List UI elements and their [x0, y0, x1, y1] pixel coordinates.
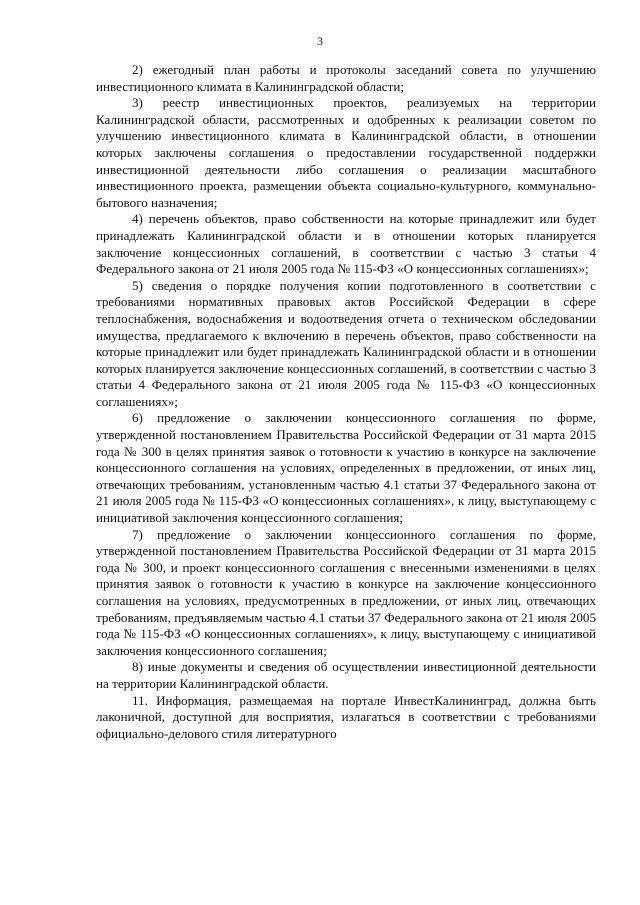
- list-item-8: 8) иные документы и сведения об осуществлении инвестиционной деятельности на территории Калининградской области.: [96, 659, 596, 691]
- list-item-4: 4) перечень объектов, право собственности на которые принадлежит или будет принадлежать Калининградской области и в отношении которых планируется заключение концессионных соглашений, в соответствии с частью 3 статьи 4 Федерального закона от 21 июля 2005 года № 115-ФЗ «О концессионных соглашениях»;: [96, 211, 596, 277]
- list-item-6: 6) предложение о заключении концессионного соглашения по форме, утвержденной постановлением Правительства Российской Федерации от 31 марта 2015 года № 300 в целях принятия заявок о готовности к участию в конкурсе на заключение концессионного соглашения на условиях, определенных в предложении, от иных лиц, отвечающих требованиям, установленным частью 4.1 статьи 37 Федерального закона от 21 июля 2005 года № 115-ФЗ «О концессионных соглашениях», к лицу, выступающему с инициативой заключения концессионного соглашения;: [96, 410, 596, 526]
- page-number: 3: [317, 34, 323, 48]
- list-item-2: 2) ежегодный план работы и протоколы заседаний совета по улучшению инвестиционного климата в Калининградской области;: [96, 62, 596, 94]
- list-item-5: 5) сведения о порядке получения копии подготовленного в соответствии с требованиями нормативных правовых актов Российской Федерации в сфере теплоснабжения, водоснабжения и водоотведения отчета о техническом обследовании имущества, предлагаемого к включению в перечень объектов, право собственности на которые принадлежит или будет принадлежать Калининградской области и в отношении которых планируется заключение концессионных соглашений, в соответствии с частью 3 статьи 4 Федерального закона от 21 июля 2005 года № 115-ФЗ «О концессионных соглашениях»;: [96, 277, 596, 409]
- list-item-7: 7) предложение о заключении концессионного соглашения по форме, утвержденной постановлением Правительства Российской Федерации от 31 марта 2015 года № 300, и проект концессионного соглашения с внесенными изменениями в целях принятия заявок о готовности к участию в конкурсе на заключение концессионного соглашения на условиях, предусмотренных в предложении, от иных лиц, отвечающих требованиям, предъявляемым частью 4.1 статьи 37 Федерального закона от 21 июля 2005 года № 115-ФЗ «О концессионных соглашениях», к лицу, выступающему с инициативой заключения концессионного соглашения;: [96, 526, 596, 658]
- list-item-3: 3) реестр инвестиционных проектов, реализуемых на территории Калининградской области, рассмотренных и одобренных к реализации советом по улучшению инвестиционного климата в Калининградской области, в отношении которых заключены соглашения о предоставлении государственной поддержки инвестиционной деятельности либо соглашения о реализации масштабного инвестиционного проекта, размещении объекта социально-культурного, коммунально-бытового назначения;: [96, 95, 596, 210]
- section-11-paragraph: 11. Информация, размещаемая на портале ИнвестКалининград, должна быть лаконичной, доступной для восприятия, излагаться в соответствии с требованиями официально-делового стиля литературного: [96, 692, 596, 741]
- document-body: [96, 62, 596, 742]
